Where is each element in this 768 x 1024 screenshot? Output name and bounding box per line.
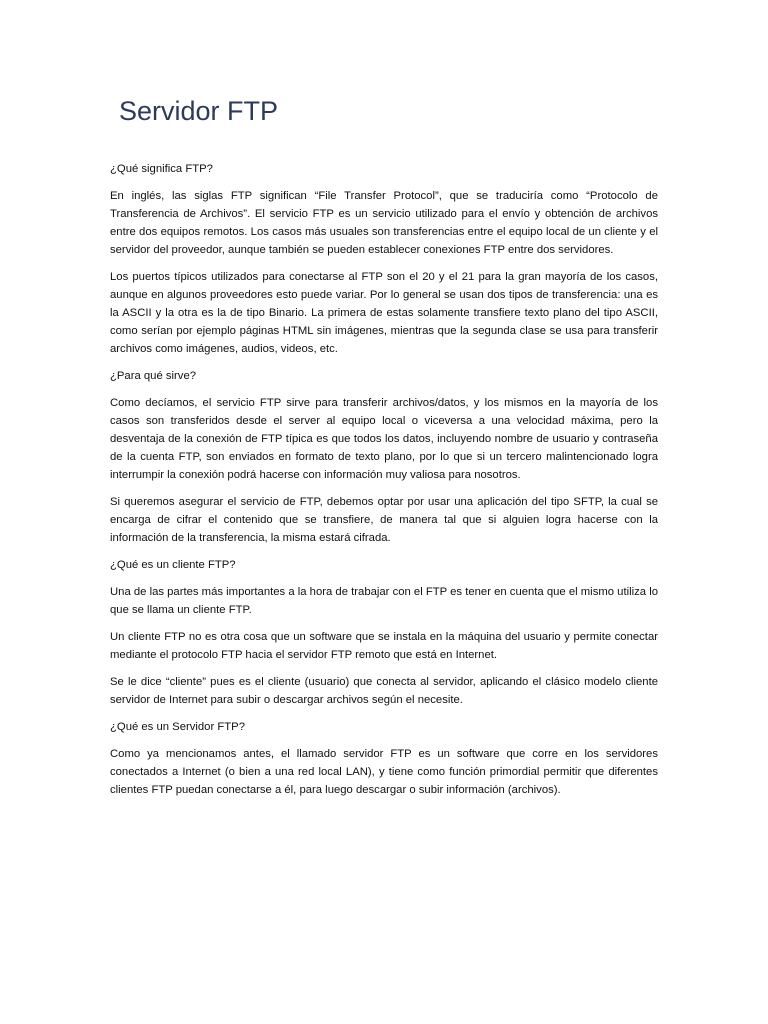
paragraph: Una de las partes más importantes a la hora de trabajar con el FTP es tener en cuenta que el mismo utiliza lo que se llama un cliente FTP. [110,586,658,616]
document-body [110,160,658,808]
section-heading: ¿Qué significa FTP? [110,163,213,175]
paragraph: Como decíamos, el servicio FTP sirve para transferir archivos/datos, y los mismos en la mayoría de los casos son transferidos desde el server al equipo local o viceversa a una velocidad máxima, pero la desventaja de la conexión de FTP típica es que todos los datos, incluyendo nombre de usuario y contraseña de la cuenta FTP, son enviados en formato de texto plano, por lo que si un tercero malintencionado logra interrumpir la conexión podrá hacerse con información muy valiosa para nosotros. [110,397,658,481]
section-heading: ¿Para qué sirve? [110,370,197,382]
paragraph: Los puertos típicos utilizados para conectarse al FTP son el 20 y el 21 para la gran mayoría de los casos, aunque en algunos proveedores esto puede variar. Por lo general se usan dos tipos de transferencia: una es la ASCII y la otra es la de tipo Binario. La primera de estas solamente transfiere texto plano del tipo ASCII, como serían por ejemplo páginas HTML sin imágenes, mientras que la segunda clase se usa para transferir archivos como imágenes, audios, videos, etc. [110,271,658,355]
paragraph: Un cliente FTP no es otra cosa que un software que se instala en la máquina del usuario y permite conectar mediante el protocolo FTP hacia el servidor FTP remoto que está en Internet. [110,631,658,661]
paragraph: En inglés, las siglas FTP significan “File Transfer Protocol”, que se traduciría como “Protocolo de Transferencia de Archivos”. El servicio FTP es un servicio utilizado para el envío y obtención de archivos entre dos equipos remotos. Los casos más usuales son transferencias entre el equipo local de un cliente y el servidor del proveedor, aunque también se pueden establecer conexiones FTP entre dos servidores. [110,190,658,256]
section-heading: ¿Qué es un Servidor FTP? [110,721,245,733]
section-heading: ¿Qué es un cliente FTP? [110,559,236,571]
paragraph: Se le dice “cliente” pues es el cliente (usuario) que conecta al servidor, aplicando el clásico modelo cliente servidor de Internet para subir o descargar archivos según el necesite. [110,676,658,706]
document-title: Servidor FTP [119,96,279,126]
paragraph: Como ya mencionamos antes, el llamado servidor FTP es un software que corre en los servidores conectados a Internet (o bien a una red local LAN), y tiene como función primordial permitir que diferentes clientes FTP puedan conectarse a él, para luego descargar o subir información (archivos). [110,748,658,796]
paragraph: Si queremos asegurar el servicio de FTP, debemos optar por usar una aplicación del tipo SFTP, la cual se encarga de cifrar el contenido que se transfiere, de manera tal que si alguien logra hacerse con la información de la transferencia, la misma estará cifrada. [110,496,658,544]
